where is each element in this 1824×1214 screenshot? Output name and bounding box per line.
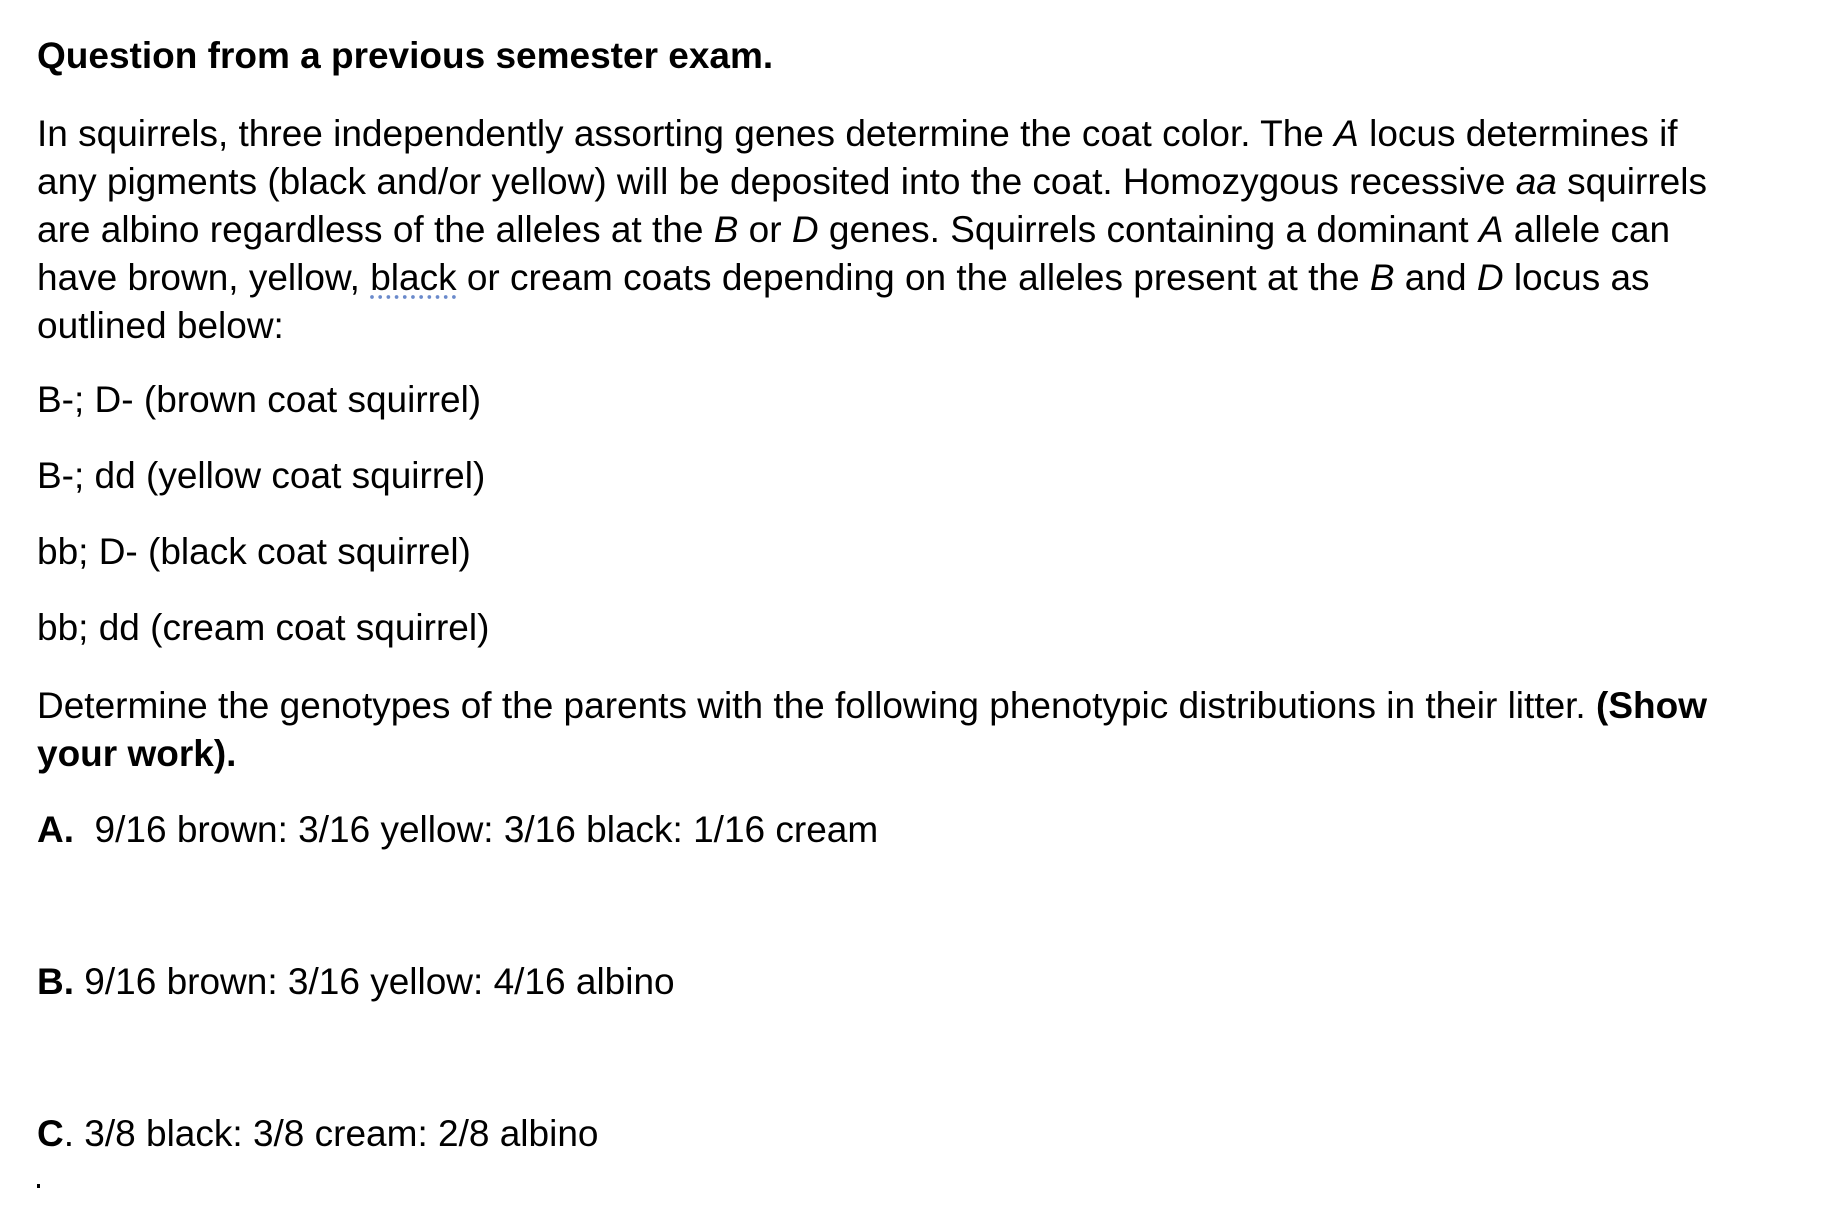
instruction-line-1: Determine the genotypes of the parents with the following phenotypic distributions in their litter. (Show <box>37 685 1707 726</box>
part-b-label: B. <box>37 961 74 1002</box>
intro-line-3: are albino regardless of the alleles at the B or D genes. Squirrels containing a dominant A allele can <box>37 209 1671 250</box>
part-c-text: . 3/8 black: 3/8 cream: 2/8 albino <box>63 1113 599 1154</box>
part-c <box>37 1112 598 1156</box>
genotype-rule-black: bb; D- (black coat squirrel) <box>37 531 471 572</box>
part-b <box>37 960 675 1004</box>
part-b-text: 9/16 brown: 3/16 yellow: 4/16 albino <box>74 961 675 1002</box>
stray-mark <box>37 1184 40 1188</box>
part-a-text: 9/16 brown: 3/16 yellow: 3/16 black: 1/16 cream <box>74 809 879 850</box>
intro-line-4: have brown, yellow, black or cream coats depending on the alleles present at the B and D locus as <box>37 257 1650 298</box>
intro-line-2: any pigments (black and/or yellow) will be deposited into the coat. Homozygous recessive aa squirrels <box>37 161 1707 202</box>
intro-paragraph <box>37 110 1797 350</box>
part-a <box>37 808 878 852</box>
genotype-rule-brown: B-; D- (brown coat squirrel) <box>37 379 482 420</box>
spellcheck-word: black <box>370 257 457 298</box>
genotype-rule-cream: bb; dd (cream coat squirrel) <box>37 607 490 648</box>
instruction-line-2: your work). <box>37 733 237 774</box>
intro-line-1: In squirrels, three independently assorting genes determine the coat color. The A locus determines if <box>37 113 1678 154</box>
part-c-label: C <box>37 1113 64 1154</box>
page-title: Question from a previous semester exam. <box>37 35 774 76</box>
instruction-paragraph <box>37 682 1797 778</box>
part-a-label: A. <box>37 809 74 850</box>
intro-line-5: outlined below: <box>37 305 284 346</box>
genotype-rule-yellow: B-; dd (yellow coat squirrel) <box>37 455 486 496</box>
